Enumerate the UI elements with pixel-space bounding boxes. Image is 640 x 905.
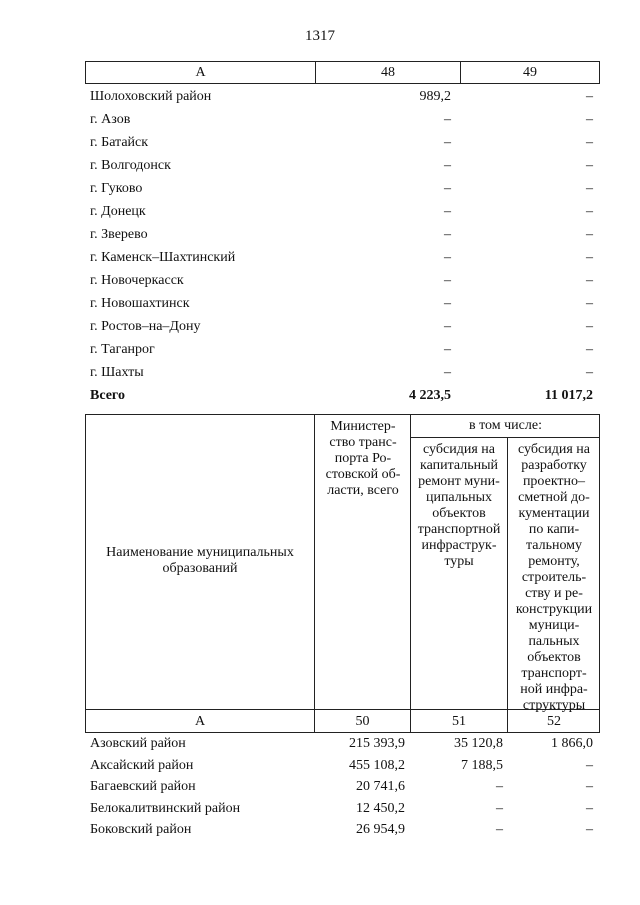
row-value-48: – — [444, 296, 451, 311]
table1-row — [90, 294, 595, 314]
row-value-49: – — [586, 135, 593, 150]
row-name: г. Гуково — [90, 181, 143, 196]
row-name: Белокалитвинский район — [90, 800, 241, 816]
row-value-48: – — [444, 342, 451, 357]
table1-header-48: 48 — [316, 62, 461, 83]
row-value-49: – — [586, 342, 593, 357]
row-name: г. Батайск — [90, 135, 149, 150]
row-name: г. Ростов–на–Дону — [90, 319, 201, 334]
table2-row — [90, 798, 595, 819]
table2-row — [90, 755, 595, 776]
row-name: г. Новошахтинск — [90, 296, 190, 311]
table1-header-49: 49 — [523, 64, 537, 80]
row-name: г. Таганрог — [90, 342, 155, 357]
row-value-48: – — [444, 158, 451, 173]
row-name: г. Шахты — [90, 365, 144, 380]
row-value-51: – — [496, 800, 503, 816]
table1-header-a: А — [86, 62, 316, 83]
table1-row — [90, 133, 595, 153]
table1-row — [90, 363, 595, 383]
table2-header-sub1: субсидия на капитальный ремонт муни- ципальных объектов транспортной инфраструк- туры — [417, 442, 501, 569]
row-value-50: 12 450,2 — [356, 800, 405, 816]
row-name: г. Зверево — [90, 227, 148, 242]
table2-header-sub2: субсидия на разработку проектно– сметной до- кументации по капи- тальному ремонту, строитель- ству и ре- конструкции муници- пальных объектов транспорт- ной инфра- структуры — [515, 442, 593, 713]
row-value-48: – — [444, 365, 451, 380]
row-value-49: – — [586, 365, 593, 380]
table1-total-row — [90, 386, 595, 406]
table1-row — [90, 225, 595, 245]
row-value-49: – — [586, 319, 593, 334]
row-value-48: – — [444, 204, 451, 219]
row-name: г. Каменск–Шахтинский — [90, 250, 236, 265]
row-value-51: – — [496, 822, 503, 837]
row-value-48: – — [444, 319, 451, 334]
row-value-49: – — [586, 296, 593, 311]
row-value-49: – — [586, 273, 593, 288]
row-name: г. Новочеркасск — [90, 273, 184, 288]
table1-row — [90, 87, 595, 107]
table1-row — [90, 248, 595, 268]
row-value-52: – — [586, 822, 593, 837]
row-value-49: – — [586, 89, 593, 104]
page-number: 1317 — [305, 28, 335, 44]
row-name: г. Волгодонск — [90, 158, 171, 173]
table1-row — [90, 202, 595, 222]
row-value-52: 1 866,0 — [551, 736, 593, 751]
row-value-50: 455 108,2 — [349, 757, 405, 773]
row-value-51: 7 188,5 — [461, 757, 503, 773]
table2-num-52: 52 — [547, 714, 561, 729]
row-value-50: 20 741,6 — [356, 779, 405, 794]
row-value-48: – — [444, 112, 451, 127]
row-value-48: – — [444, 181, 451, 196]
table1-row — [90, 110, 595, 130]
row-value-48: 989,2 — [419, 89, 451, 104]
row-value-49: – — [586, 158, 593, 173]
row-value-48: – — [444, 135, 451, 150]
table2-num-a: А — [194, 714, 206, 729]
row-name: Багаевский район — [90, 779, 196, 794]
row-value-48: – — [444, 227, 451, 242]
row-value-49: – — [586, 112, 593, 127]
total-label: Всего — [90, 388, 125, 403]
row-value-50: 26 954,9 — [356, 822, 405, 837]
total-value-49: 11 017,2 — [544, 388, 593, 403]
row-name: Боковский район — [90, 822, 192, 837]
table2-row — [90, 819, 595, 840]
table1-row — [90, 340, 595, 360]
row-value-52: – — [586, 779, 593, 794]
table1-header — [85, 61, 600, 84]
table1-row — [90, 156, 595, 176]
table1-row — [90, 271, 595, 291]
row-value-52: – — [586, 757, 593, 773]
row-name: г. Донецк — [90, 204, 146, 219]
row-value-52: – — [586, 800, 593, 816]
row-value-48: – — [444, 273, 451, 288]
table2-row — [90, 733, 595, 754]
table1-row — [90, 179, 595, 199]
row-value-51: – — [496, 779, 503, 794]
table2-row — [90, 776, 595, 797]
table2-header-incl: в том числе: — [469, 418, 542, 433]
row-value-49: – — [586, 227, 593, 242]
row-value-48: – — [444, 250, 451, 265]
row-name: Азовский район — [90, 736, 186, 751]
row-name: Аксайский район — [90, 757, 194, 773]
row-value-50: 215 393,9 — [349, 736, 405, 751]
table2-num-51: 51 — [452, 714, 466, 729]
table2-num-50: 50 — [355, 714, 370, 729]
total-value-48: 4 223,5 — [409, 388, 451, 403]
row-value-49: – — [586, 204, 593, 219]
table2-header-ministry: Министер- ство транс- порта Ро- стовской об- ласти, всего — [325, 419, 401, 498]
row-value-49: – — [586, 181, 593, 196]
table2-header-name: Наименование муниципальных образований — [106, 545, 294, 576]
row-name: г. Азов — [90, 112, 131, 127]
row-value-51: 35 120,8 — [454, 736, 503, 751]
row-name: Шолоховский район — [90, 89, 212, 104]
table1-row — [90, 317, 595, 337]
table2-header — [85, 414, 600, 733]
row-value-49: – — [586, 250, 593, 265]
